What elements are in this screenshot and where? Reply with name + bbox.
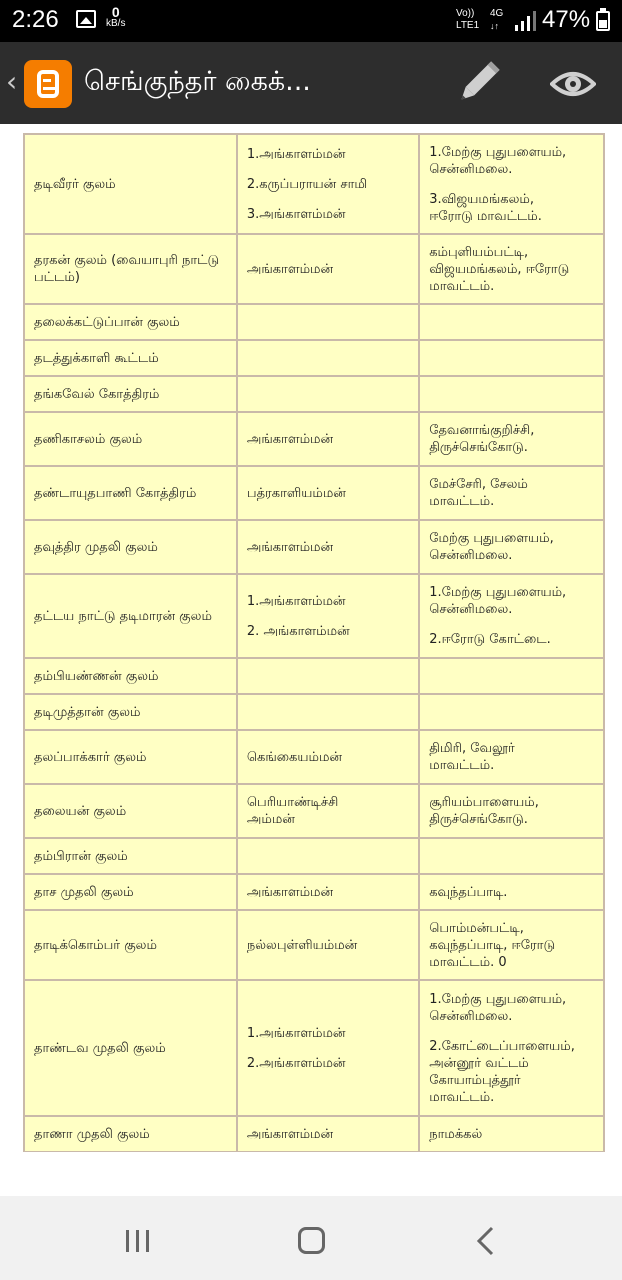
kulam-name: தம்பிரான் குலம் [34,848,128,864]
network-speed-value: 0 [111,4,120,20]
table-row [24,910,604,980]
place-cell [419,784,604,838]
data-arrows-icon: ↓↑ [490,21,499,31]
line-gap [429,618,594,631]
place-line: திமிரி, வேலூர் [429,741,515,756]
place-line: 1.மேற்கு புதுபளையம், [429,991,567,1007]
table-row [24,340,604,376]
place-cell [419,466,604,520]
place-line: விஜயமங்கலம், ஈரோடு [429,261,570,277]
deity-cell [237,412,419,466]
kulam-name-cell [24,412,237,466]
deity-name: அங்காளம்மன் [246,1126,334,1142]
table-row [24,838,604,874]
table-row [24,412,604,466]
deity-cell [237,234,419,304]
place-line: 2.கோட்டைப்பாளையம், [429,1038,575,1054]
kulam-name-cell [24,466,237,520]
status-bar [0,0,622,42]
kulam-name-cell [24,694,237,730]
table-row [24,730,604,784]
place-cell [419,910,604,980]
place-cell [419,694,604,730]
table-row [24,1116,604,1152]
deity-cell [237,784,419,838]
line-gap [247,163,409,176]
table-row [24,376,604,412]
kulam-name-cell [24,234,237,304]
kulam-name-cell [24,658,237,694]
place-line: 2.ஈரோடு கோட்டை. [429,632,551,647]
deity-name: அங்காளம்மன் [246,884,334,900]
place-line: மாவட்டம். [429,1089,495,1105]
edit-pencil-icon[interactable] [452,60,502,108]
deity-name: 2.அங்காளம்மன் [246,1055,346,1071]
line-gap [429,1025,594,1038]
place-cell [419,304,604,340]
deity-name: நல்லபுள்ளியம்மன் [246,937,358,953]
network-type-label: 4G [490,8,504,19]
kulam-name: தாச முதலி குலம் [34,884,134,900]
deity-cell [237,520,419,574]
blogger-logo-icon[interactable] [24,60,72,108]
place-line: மாவட்டம். [429,278,495,294]
deity-name: 2.கருப்பராயன் சாமி [246,176,368,192]
kulam-name: தரகன் குலம் (வையாபுரி நாட்டு பட்டம்) [34,253,220,285]
kulam-name: தாணா முதலி குலம் [34,1126,150,1142]
page-title: செங்குந்தர் கைக்... [84,66,311,97]
table-row [24,134,604,234]
place-cell [419,1116,604,1152]
place-line: சூரியம்பாளையம், [429,795,539,810]
preview-eye-icon[interactable] [550,66,596,102]
kulam-name-cell [24,376,237,412]
deity-name: 2. அங்காளம்மன் [246,623,350,639]
place-line: மாவட்டம். [429,758,495,773]
deity-name: 3.அங்காளம்மன் [246,206,346,222]
place-line: கோயாம்புத்தூர் [429,1072,521,1088]
place-line: சென்னிமலை. [429,1008,513,1024]
post-content[interactable] [0,124,622,1152]
deity-name: அம்மன் [246,812,295,827]
place-cell [419,412,604,466]
place-cell [419,838,604,874]
table-row [24,466,604,520]
kulam-name-cell [24,838,237,874]
table-row [24,784,604,838]
table-row [24,304,604,340]
place-cell [419,520,604,574]
kulam-name-cell [24,340,237,376]
app-bar [0,42,622,124]
place-line: நாமக்கல் [429,1126,483,1142]
kulam-name-cell [24,520,237,574]
place-cell [419,134,604,234]
line-gap [247,610,409,623]
table-row [24,234,604,304]
place-line: மேற்கு புதுபளையம், [429,531,554,546]
deity-cell [237,910,419,980]
back-icon[interactable] [474,1226,498,1256]
place-cell [419,730,604,784]
deity-cell [237,340,419,376]
deity-cell [237,874,419,910]
deity-cell [237,134,419,234]
place-line: சென்னிமலை. [429,602,513,617]
kulam-table [23,133,605,1152]
place-line: தேவனாங்குறிச்சி, [429,423,535,438]
place-line: 1.மேற்கு புதுபளையம், [429,144,567,160]
place-cell [419,234,604,304]
deity-cell [237,658,419,694]
kulam-name: தண்டாயுதபாணி கோத்திரம் [34,485,197,501]
deity-cell [237,980,419,1116]
place-line: 1.மேற்கு புதுபளையம், [429,585,567,600]
place-line: கவுந்தப்பாடி. [429,884,508,900]
place-line: மாவட்டம். 0 [429,954,507,970]
kulam-name: தாண்டவ முதலி குலம் [34,1040,166,1056]
network-type [490,8,503,32]
kulam-name: தடத்துக்காளி கூட்டம் [34,350,159,366]
table-row [24,520,604,574]
table-row [24,874,604,910]
deity-name: அங்காளம்மன் [246,539,334,555]
kulam-name-cell [24,574,237,658]
kulam-table-body [24,134,604,1152]
deity-cell [237,838,419,874]
kulam-name-cell [24,304,237,340]
place-line: பொம்மன்பட்டி, [429,920,524,936]
kulam-name: தடிவீரர் குலம் [34,176,116,192]
place-line: திருச்செங்கோடு. [429,812,528,827]
deity-name: 1.அங்காளம்மன் [246,146,346,162]
place-line: ஈரோடு மாவட்டம். [429,208,542,224]
place-line: சென்னிமலை. [429,548,513,563]
table-row [24,980,604,1116]
kulam-name: தங்கவேல் கோத்திரம் [34,386,160,402]
table-row [24,574,604,658]
kulam-name: தட்டய நாட்டு தடிமாரன் குலம் [34,608,212,624]
volte-label: Vo)) [456,8,475,19]
kulam-name-cell [24,730,237,784]
place-cell [419,376,604,412]
deity-name: அங்காளம்மன் [246,261,334,277]
place-cell [419,658,604,694]
recent-apps-icon[interactable] [124,1230,152,1252]
clock: 2:26 [12,6,59,33]
kulam-name: தலப்பாக்கார் குலம் [34,749,147,765]
deity-name: பெரியாண்டிச்சி [246,795,339,810]
kulam-name-cell [24,1116,237,1152]
deity-cell [237,376,419,412]
kulam-name: தலைக்கட்டுப்பான் குலம் [34,314,180,330]
lte-label: LTE1 [456,20,480,31]
place-line: திருச்செங்கோடு. [429,440,528,455]
table-row [24,694,604,730]
deity-cell [237,466,419,520]
deity-cell [237,304,419,340]
place-cell [419,980,604,1116]
kulam-name-cell [24,784,237,838]
kulam-name: தம்பியண்ணன் குலம் [34,668,159,684]
kulam-name-cell [24,980,237,1116]
kulam-name: தலையன் குலம் [34,803,127,819]
deity-name: பத்ரகாளியம்மன் [246,485,346,501]
deity-cell [237,694,419,730]
place-line: மாவட்டம். [429,494,495,509]
line-gap [429,178,594,191]
deity-name: கெங்கையம்மன் [246,749,343,765]
kulam-name-cell [24,874,237,910]
volte-indicator [456,8,479,32]
place-cell [419,874,604,910]
kulam-name: தாடிக்கொம்பர் குலம் [34,937,157,953]
gallery-notification-icon [76,10,96,28]
deity-name: 1.அங்காளம்மன் [246,1025,346,1041]
kulam-name: தவுத்திர முதலி குலம் [34,539,158,555]
place-line: அன்னூர் வட்டம் [429,1055,529,1071]
kulam-name: தடிமுத்தான் குலம் [34,704,141,720]
deity-cell [237,730,419,784]
navigation-bar [0,1196,622,1280]
kulam-name-cell [24,134,237,234]
place-cell [419,574,604,658]
back-chevron-icon[interactable]: ‹ [6,65,18,98]
deity-name: அங்காளம்மன் [246,431,334,447]
signal-icon [514,11,536,31]
table-row [24,658,604,694]
kulam-name: தணிகாசலம் குலம் [34,431,143,447]
battery-percent: 47% [542,6,591,33]
place-line: சென்னிமலை. [429,161,513,177]
place-cell [419,340,604,376]
place-line: மேச்சேரி, சேலம் [429,477,528,492]
line-gap [247,193,409,206]
place-line: 3.விஜயமங்கலம், [429,191,534,207]
kulam-name-cell [24,910,237,980]
deity-name: 1.அங்காளம்மன் [246,593,346,609]
deity-cell [237,1116,419,1152]
place-line: கம்புளியம்பட்டி, [429,244,529,260]
deity-cell [237,574,419,658]
network-speed-unit: kB/s [106,18,126,29]
network-speed [106,6,125,30]
place-line: கவுந்தப்பாடி, ஈரோடு [429,937,556,953]
battery-icon [596,11,610,31]
line-gap [247,1042,409,1055]
home-icon[interactable] [298,1227,325,1254]
